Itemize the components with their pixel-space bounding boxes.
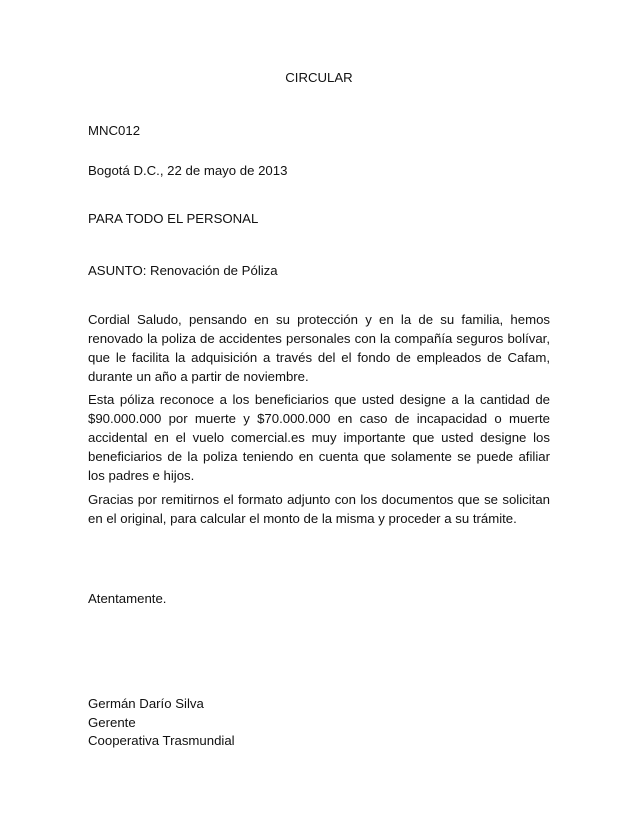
signer-role: Gerente	[88, 714, 136, 730]
recipient-line: PARA TODO EL PERSONAL	[88, 211, 259, 226]
subject-line: ASUNTO: Renovación de Póliza	[88, 263, 278, 278]
signer-name: Germán Darío Silva	[88, 696, 204, 711]
document-code: MNC012	[88, 123, 141, 138]
date-line: Bogotá D.C., 22 de mayo de 2013	[88, 163, 288, 178]
paragraph-text: Cordial Saludo, pensando en su protección y en la de su familia, hemos renovado la poliza de accidentes personales con la compañía seguros bolívar, que le facilita la adquisición a través del el fondo de empleados de Cafam, durante un año a partir de noviembre.	[88, 312, 550, 384]
signer-organization: Cooperativa Trasmundial	[88, 733, 235, 748]
closing-line: Atentamente.	[88, 591, 167, 606]
body-paragraph-1	[88, 310, 550, 386]
paragraph-text: Gracias por remitirnos el formato adjunto con los documentos que se solicitan en el original, para calcular el monto de la misma y proceder a su trámite.	[88, 492, 550, 526]
body-paragraph-3	[88, 490, 550, 528]
document-title: CIRCULAR	[285, 70, 353, 85]
body-paragraph-2	[88, 390, 550, 485]
paragraph-text: Esta póliza reconoce a los beneficiarios que usted designe a la cantidad de $90.000.000 por muerte y $70.000.000 en caso de incapacidad o muerte accidental en el vuelo comercial.es muy importante que usted designe los beneficiarios de la poliza teniendo en cuenta que solamente se puede afiliar los padres e hijos.	[88, 392, 550, 483]
signature-block	[88, 695, 235, 751]
